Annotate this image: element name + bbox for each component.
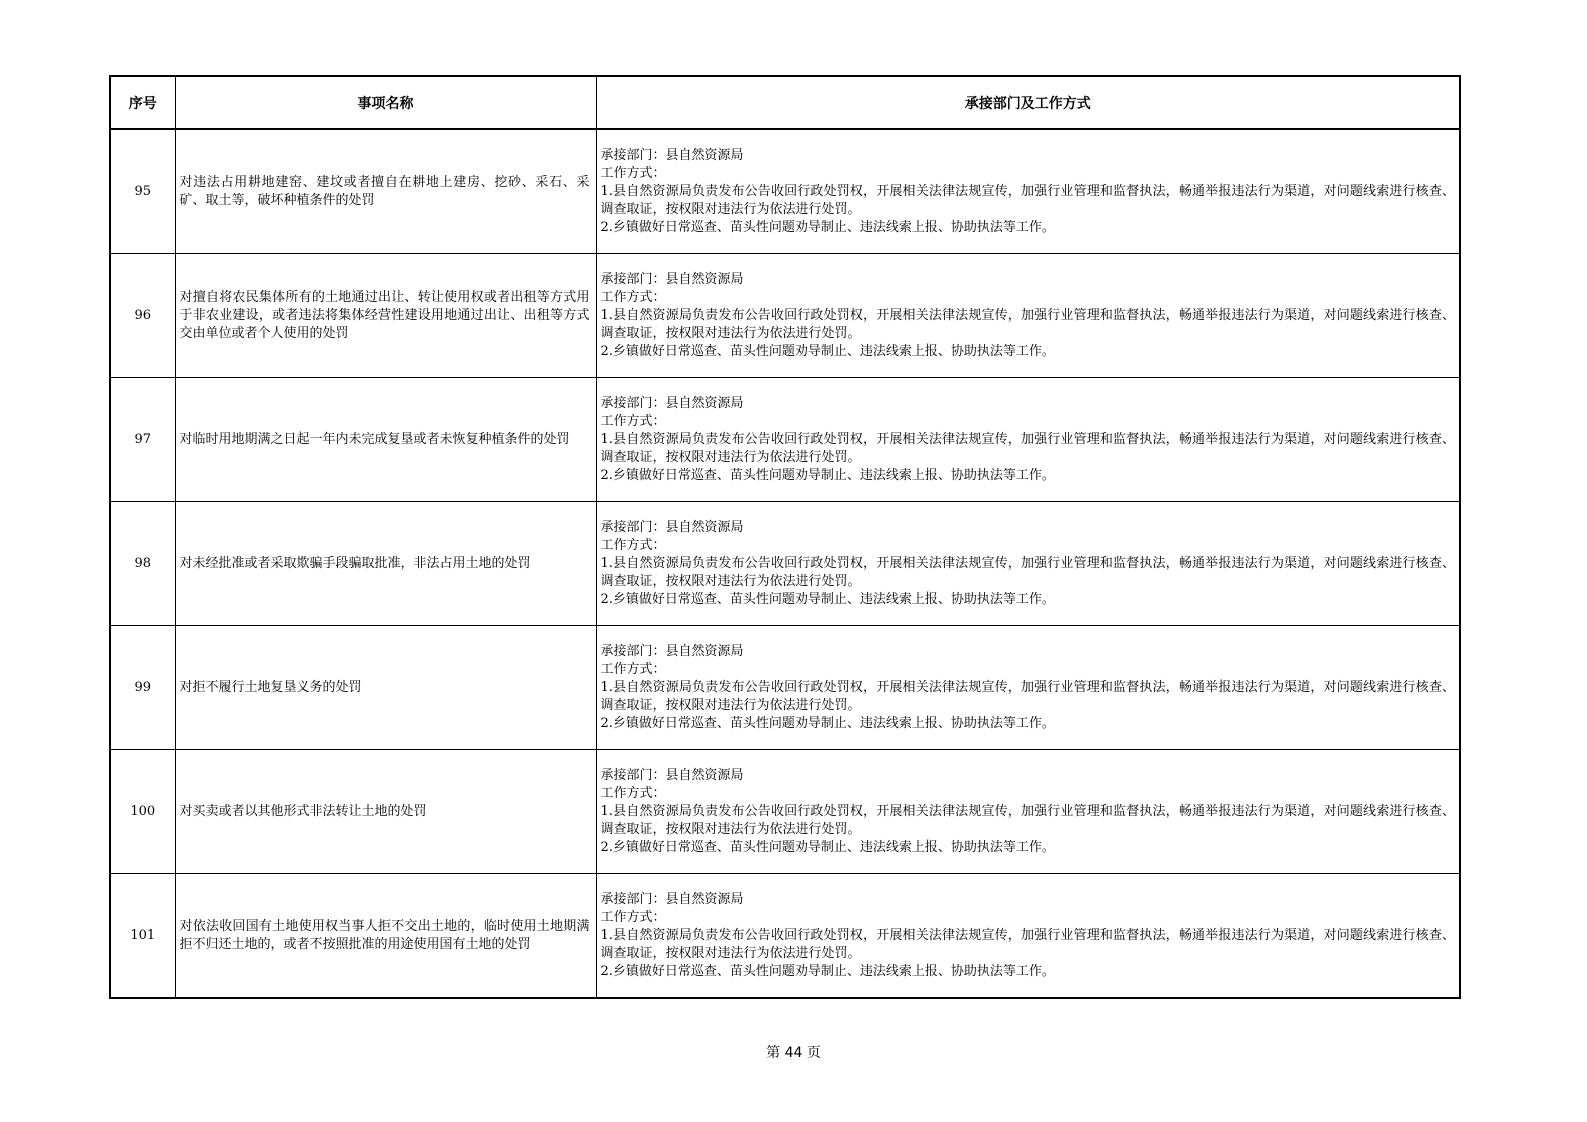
method-step-1: 1.县自然资源局负责发布公告收回行政处罚权，开展相关法律法规宣传，加强行业管理和监督执法，畅通举报违法行为渠道，对问题线索进行核查、调查取证，按权限对违法行为依法进行处罚。 bbox=[600, 183, 1455, 217]
method-step-2: 2.乡镇做好日常巡查、苗头性问题劝导制止、违法线索上报、协助执法等工作。 bbox=[600, 963, 1055, 979]
row-seq: 97 bbox=[110, 378, 175, 502]
method-step-1: 1.县自然资源局负责发布公告收回行政处罚权，开展相关法律法规宣传，加强行业管理和监督执法，畅通举报违法行为渠道，对问题线索进行核查、调查取证，按权限对违法行为依法进行处罚。 bbox=[600, 555, 1455, 589]
table-row bbox=[110, 626, 1460, 750]
method-label: 工作方式： bbox=[600, 165, 666, 181]
row-seq: 101 bbox=[110, 874, 175, 999]
method-step-2: 2.乡镇做好日常巡查、苗头性问题劝导制止、违法线索上报、协助执法等工作。 bbox=[600, 467, 1055, 483]
dept-line: 承接部门：县自然资源局 bbox=[600, 395, 744, 411]
dept-line: 承接部门：县自然资源局 bbox=[600, 767, 744, 783]
method-step-2: 2.乡镇做好日常巡查、苗头性问题劝导制止、违法线索上报、协助执法等工作。 bbox=[600, 219, 1055, 235]
dept-line: 承接部门：县自然资源局 bbox=[600, 643, 744, 659]
row-seq: 98 bbox=[110, 502, 175, 626]
method-step-1: 1.县自然资源局负责发布公告收回行政处罚权，开展相关法律法规宣传，加强行业管理和监督执法，畅通举报违法行为渠道，对问题线索进行核查、调查取证，按权限对违法行为依法进行处罚。 bbox=[600, 803, 1455, 837]
dept-line: 承接部门：县自然资源局 bbox=[600, 147, 744, 163]
method-step-2: 2.乡镇做好日常巡查、苗头性问题劝导制止、违法线索上报、协助执法等工作。 bbox=[600, 839, 1055, 855]
table-row bbox=[110, 874, 1460, 999]
row-dept-method bbox=[596, 874, 1460, 999]
row-dept-method bbox=[596, 750, 1460, 874]
row-seq: 95 bbox=[110, 129, 175, 254]
table-header-row bbox=[110, 76, 1460, 129]
header-seq: 序号 bbox=[110, 76, 175, 129]
method-label: 工作方式： bbox=[600, 785, 666, 801]
row-item-name: 对违法占用耕地建窑、建坟或者擅自在耕地上建房、挖砂、采石、采矿、取土等，破坏种植条件的处罚 bbox=[175, 129, 596, 254]
row-item-name: 对临时用地期满之日起一年内未完成复垦或者未恢复种植条件的处罚 bbox=[175, 378, 596, 502]
method-step-2: 2.乡镇做好日常巡查、苗头性问题劝导制止、违法线索上报、协助执法等工作。 bbox=[600, 343, 1055, 359]
row-dept-method bbox=[596, 254, 1460, 378]
row-seq: 99 bbox=[110, 626, 175, 750]
method-label: 工作方式： bbox=[600, 537, 666, 553]
method-step-1: 1.县自然资源局负责发布公告收回行政处罚权，开展相关法律法规宣传，加强行业管理和监督执法，畅通举报违法行为渠道，对问题线索进行核查、调查取证，按权限对违法行为依法进行处罚。 bbox=[600, 307, 1455, 341]
row-dept-method bbox=[596, 129, 1460, 254]
page-number: 第 44 页 bbox=[766, 1045, 821, 1061]
row-item-name: 对擅自将农民集体所有的土地通过出让、转让使用权或者出租等方式用于非农业建设，或者违法将集体经营性建设用地通过出让、出租等方式交由单位或者个人使用的处罚 bbox=[175, 254, 596, 378]
row-seq: 96 bbox=[110, 254, 175, 378]
method-label: 工作方式： bbox=[600, 909, 666, 925]
method-label: 工作方式： bbox=[600, 289, 666, 305]
method-step-2: 2.乡镇做好日常巡查、苗头性问题劝导制止、违法线索上报、协助执法等工作。 bbox=[600, 591, 1055, 607]
row-seq: 100 bbox=[110, 750, 175, 874]
items-table bbox=[109, 75, 1461, 999]
row-dept-method bbox=[596, 626, 1460, 750]
row-item-name: 对拒不履行土地复垦义务的处罚 bbox=[175, 626, 596, 750]
method-step-2: 2.乡镇做好日常巡查、苗头性问题劝导制止、违法线索上报、协助执法等工作。 bbox=[600, 715, 1055, 731]
method-step-1: 1.县自然资源局负责发布公告收回行政处罚权，开展相关法律法规宣传，加强行业管理和监督执法，畅通举报违法行为渠道，对问题线索进行核查、调查取证，按权限对违法行为依法进行处罚。 bbox=[600, 431, 1455, 465]
row-item-name: 对依法收回国有土地使用权当事人拒不交出土地的，临时使用土地期满拒不归还土地的，或者不按照批准的用途使用国有土地的处罚 bbox=[175, 874, 596, 999]
table-row bbox=[110, 254, 1460, 378]
table-row bbox=[110, 502, 1460, 626]
method-step-1: 1.县自然资源局负责发布公告收回行政处罚权，开展相关法律法规宣传，加强行业管理和监督执法，畅通举报违法行为渠道，对问题线索进行核查、调查取证，按权限对违法行为依法进行处罚。 bbox=[600, 927, 1455, 961]
dept-line: 承接部门：县自然资源局 bbox=[600, 519, 744, 535]
dept-line: 承接部门：县自然资源局 bbox=[600, 271, 744, 287]
row-dept-method bbox=[596, 502, 1460, 626]
row-dept-method bbox=[596, 378, 1460, 502]
header-item-name: 事项名称 bbox=[175, 76, 596, 129]
row-item-name: 对买卖或者以其他形式非法转让土地的处罚 bbox=[175, 750, 596, 874]
table-row bbox=[110, 129, 1460, 254]
method-label: 工作方式： bbox=[600, 413, 666, 429]
table-row bbox=[110, 750, 1460, 874]
dept-line: 承接部门：县自然资源局 bbox=[600, 891, 744, 907]
method-step-1: 1.县自然资源局负责发布公告收回行政处罚权，开展相关法律法规宣传，加强行业管理和监督执法，畅通举报违法行为渠道，对问题线索进行核查、调查取证，按权限对违法行为依法进行处罚。 bbox=[600, 679, 1455, 713]
method-label: 工作方式： bbox=[600, 661, 666, 677]
table-row bbox=[110, 378, 1460, 502]
row-item-name: 对未经批准或者采取欺骗手段骗取批准，非法占用土地的处罚 bbox=[175, 502, 596, 626]
header-dept-method: 承接部门及工作方式 bbox=[596, 76, 1460, 129]
